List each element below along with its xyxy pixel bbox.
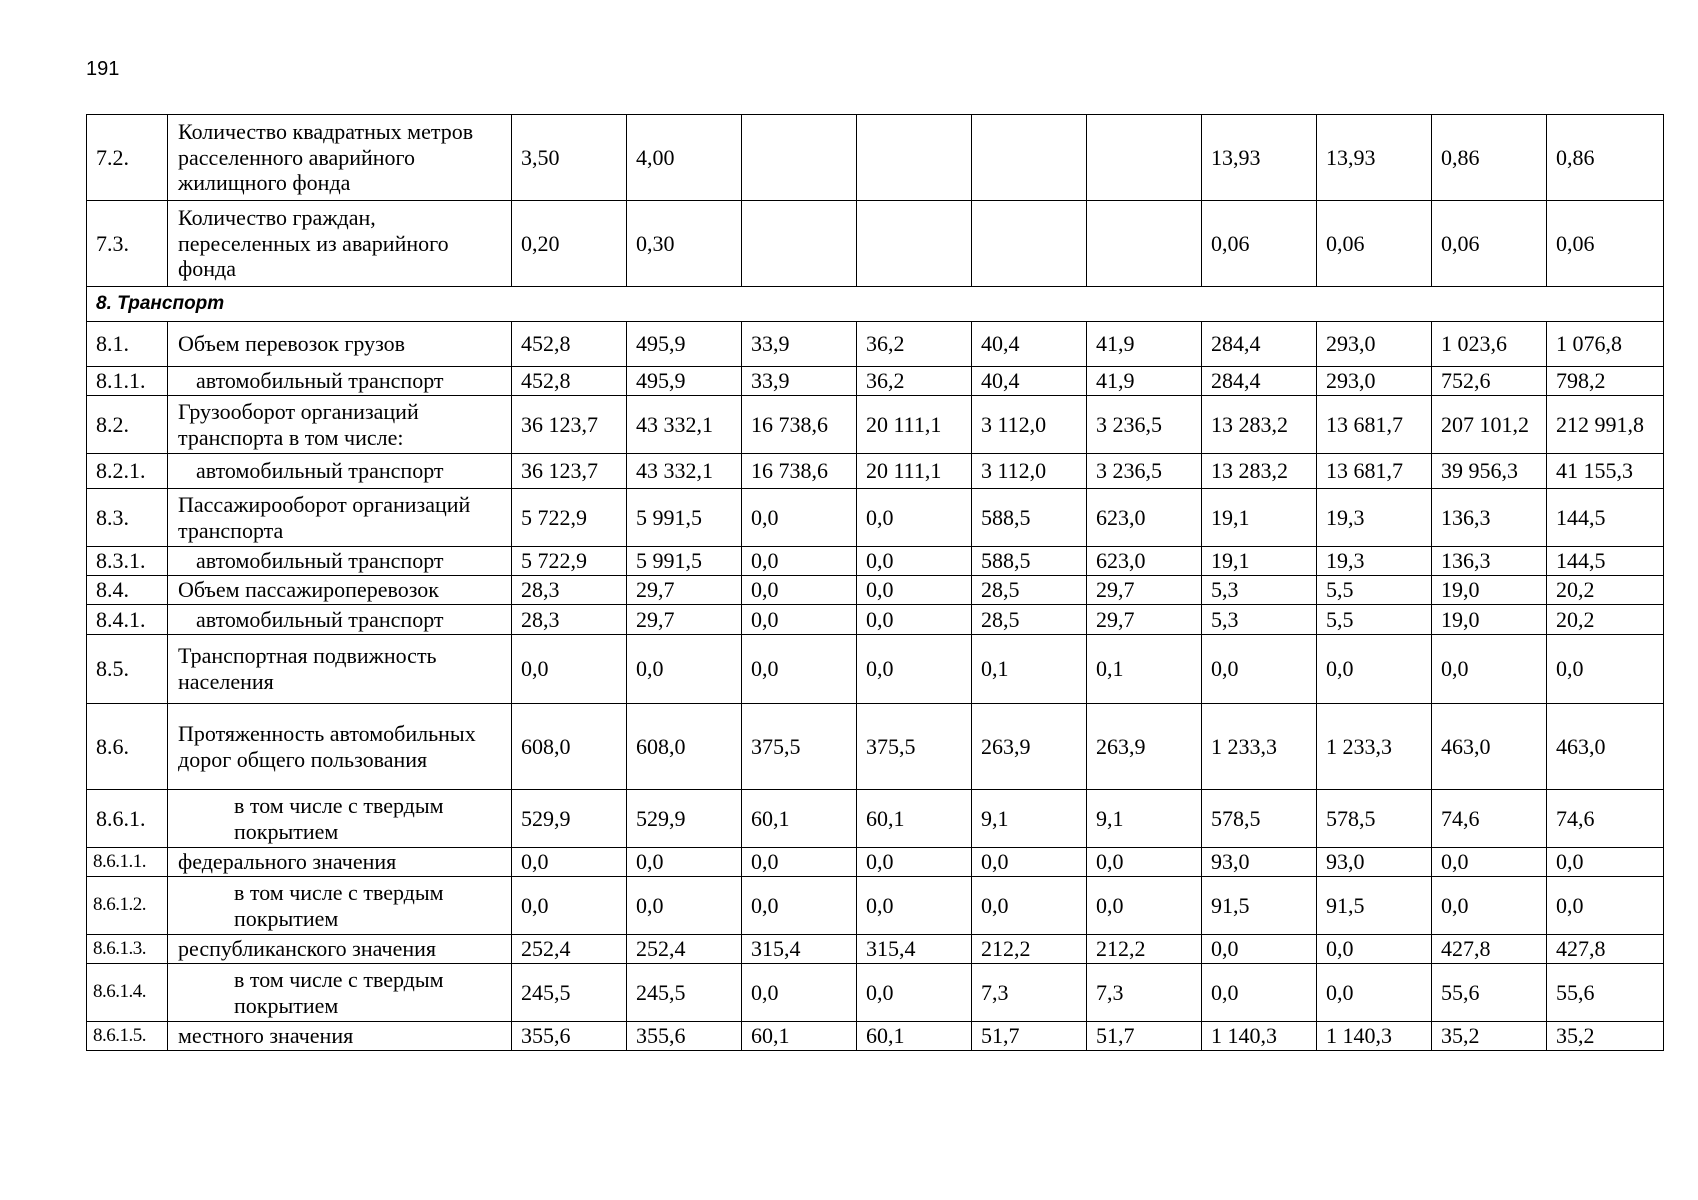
value-cell: 578,5 — [1202, 790, 1317, 848]
value-cell: 55,6 — [1432, 964, 1547, 1022]
value-cell: 60,1 — [857, 1022, 972, 1051]
value-cell: 0,0 — [742, 489, 857, 547]
row-name: в том числе с твердым покрытием — [168, 790, 512, 848]
value-cell: 0,0 — [627, 877, 742, 935]
value-cell: 5 991,5 — [627, 489, 742, 547]
value-cell — [972, 115, 1087, 201]
value-cell: 284,4 — [1202, 367, 1317, 396]
value-cell: 43 332,1 — [627, 454, 742, 489]
value-cell: 36 123,7 — [512, 396, 627, 454]
table-row — [87, 322, 1664, 367]
row-name: Транспортная подвижность населения — [168, 635, 512, 704]
value-cell: 252,4 — [512, 935, 627, 964]
value-cell: 5,3 — [1202, 576, 1317, 605]
value-cell: 16 738,6 — [742, 454, 857, 489]
value-cell: 33,9 — [742, 322, 857, 367]
value-cell: 1 233,3 — [1202, 704, 1317, 790]
value-cell: 0,1 — [1087, 635, 1202, 704]
value-cell: 5 991,5 — [627, 547, 742, 576]
value-cell: 28,3 — [512, 605, 627, 635]
value-cell: 798,2 — [1547, 367, 1664, 396]
table-body — [87, 115, 1664, 1051]
value-cell: 0,0 — [972, 877, 1087, 935]
value-cell: 0,0 — [857, 576, 972, 605]
value-cell: 375,5 — [742, 704, 857, 790]
value-cell — [742, 115, 857, 201]
row-code: 8.6.1.1. — [87, 848, 168, 877]
table-row — [87, 115, 1664, 201]
value-cell: 0,06 — [1432, 201, 1547, 287]
row-name: Количество квадратных метров расселенного аварийного жилищного фонда — [168, 115, 512, 201]
value-cell: 36,2 — [857, 322, 972, 367]
value-cell: 0,0 — [1547, 848, 1664, 877]
value-cell: 91,5 — [1202, 877, 1317, 935]
row-code: 8.3.1. — [87, 547, 168, 576]
value-cell: 495,9 — [627, 322, 742, 367]
value-cell: 0,0 — [972, 848, 1087, 877]
value-cell: 0,0 — [1432, 848, 1547, 877]
value-cell: 0,0 — [1202, 964, 1317, 1022]
value-cell: 0,0 — [512, 848, 627, 877]
value-cell: 495,9 — [627, 367, 742, 396]
value-cell: 355,6 — [627, 1022, 742, 1051]
row-name: федерального значения — [168, 848, 512, 877]
value-cell: 463,0 — [1547, 704, 1664, 790]
value-cell: 529,9 — [512, 790, 627, 848]
row-name: Количество граждан, переселенных из аварийного фонда — [168, 201, 512, 287]
value-cell: 0,0 — [742, 635, 857, 704]
row-name: автомобильный транспорт — [168, 547, 512, 576]
table-row — [87, 201, 1664, 287]
value-cell: 0,0 — [857, 964, 972, 1022]
value-cell: 20 111,1 — [857, 454, 972, 489]
value-cell: 51,7 — [972, 1022, 1087, 1051]
value-cell: 245,5 — [512, 964, 627, 1022]
value-cell: 0,86 — [1432, 115, 1547, 201]
value-cell: 36 123,7 — [512, 454, 627, 489]
table-row — [87, 576, 1664, 605]
value-cell: 623,0 — [1087, 547, 1202, 576]
value-cell: 1 076,8 — [1547, 322, 1664, 367]
value-cell: 3,50 — [512, 115, 627, 201]
row-name: в том числе с твердым покрытием — [168, 964, 512, 1022]
value-cell: 212 991,8 — [1547, 396, 1664, 454]
row-code: 7.2. — [87, 115, 168, 201]
value-cell — [742, 201, 857, 287]
value-cell: 9,1 — [1087, 790, 1202, 848]
value-cell: 1 233,3 — [1317, 704, 1432, 790]
value-cell: 19,1 — [1202, 489, 1317, 547]
row-code: 8.6.1.2. — [87, 877, 168, 935]
row-code: 8.2.1. — [87, 454, 168, 489]
value-cell: 13 283,2 — [1202, 396, 1317, 454]
row-code: 7.3. — [87, 201, 168, 287]
value-cell: 212,2 — [1087, 935, 1202, 964]
value-cell: 0,0 — [1087, 848, 1202, 877]
value-cell: 13,93 — [1317, 115, 1432, 201]
value-cell: 0,0 — [1202, 635, 1317, 704]
value-cell: 55,6 — [1547, 964, 1664, 1022]
value-cell: 0,06 — [1202, 201, 1317, 287]
table-row — [87, 1022, 1664, 1051]
table-row — [87, 454, 1664, 489]
row-name: автомобильный транспорт — [168, 605, 512, 635]
value-cell: 355,6 — [512, 1022, 627, 1051]
value-cell: 74,6 — [1547, 790, 1664, 848]
value-cell: 136,3 — [1432, 489, 1547, 547]
value-cell: 212,2 — [972, 935, 1087, 964]
value-cell: 19,3 — [1317, 547, 1432, 576]
table-row — [87, 635, 1664, 704]
value-cell: 293,0 — [1317, 322, 1432, 367]
value-cell: 0,0 — [742, 877, 857, 935]
row-name: Протяженность автомобильных дорог общего пользования — [168, 704, 512, 790]
value-cell: 51,7 — [1087, 1022, 1202, 1051]
row-code: 8.6.1.3. — [87, 935, 168, 964]
value-cell: 245,5 — [627, 964, 742, 1022]
value-cell: 5 722,9 — [512, 489, 627, 547]
value-cell — [1087, 115, 1202, 201]
value-cell: 28,3 — [512, 576, 627, 605]
value-cell: 0,0 — [742, 576, 857, 605]
value-cell: 41 155,3 — [1547, 454, 1664, 489]
row-code: 8.1. — [87, 322, 168, 367]
value-cell: 144,5 — [1547, 489, 1664, 547]
value-cell: 5,5 — [1317, 576, 1432, 605]
value-cell: 19,3 — [1317, 489, 1432, 547]
row-code: 8.6. — [87, 704, 168, 790]
value-cell: 93,0 — [1317, 848, 1432, 877]
value-cell: 0,0 — [857, 848, 972, 877]
value-cell: 0,30 — [627, 201, 742, 287]
value-cell: 13,93 — [1202, 115, 1317, 201]
value-cell: 5,5 — [1317, 605, 1432, 635]
value-cell: 427,8 — [1432, 935, 1547, 964]
value-cell: 60,1 — [742, 790, 857, 848]
value-cell: 623,0 — [1087, 489, 1202, 547]
row-name: Пассажирооборот организаций транспорта — [168, 489, 512, 547]
value-cell: 144,5 — [1547, 547, 1664, 576]
value-cell: 35,2 — [1432, 1022, 1547, 1051]
value-cell: 452,8 — [512, 367, 627, 396]
value-cell: 7,3 — [972, 964, 1087, 1022]
value-cell: 3 236,5 — [1087, 396, 1202, 454]
value-cell: 7,3 — [1087, 964, 1202, 1022]
value-cell: 263,9 — [972, 704, 1087, 790]
value-cell: 19,1 — [1202, 547, 1317, 576]
value-cell: 0,06 — [1547, 201, 1664, 287]
value-cell: 29,7 — [627, 605, 742, 635]
value-cell: 13 681,7 — [1317, 396, 1432, 454]
table-row — [87, 367, 1664, 396]
value-cell: 0,06 — [1317, 201, 1432, 287]
value-cell: 41,9 — [1087, 322, 1202, 367]
table-row — [87, 964, 1664, 1022]
value-cell: 3 112,0 — [972, 454, 1087, 489]
value-cell: 1 140,3 — [1317, 1022, 1432, 1051]
section-title: 8. Транспорт — [87, 287, 1664, 322]
value-cell: 1 140,3 — [1202, 1022, 1317, 1051]
value-cell: 0,0 — [627, 635, 742, 704]
value-cell: 252,4 — [627, 935, 742, 964]
row-name: республиканского значения — [168, 935, 512, 964]
value-cell — [972, 201, 1087, 287]
value-cell: 0,0 — [1432, 635, 1547, 704]
table-row — [87, 489, 1664, 547]
value-cell: 463,0 — [1432, 704, 1547, 790]
value-cell: 0,0 — [857, 489, 972, 547]
row-code: 8.6.1. — [87, 790, 168, 848]
table-row — [87, 547, 1664, 576]
row-code: 8.2. — [87, 396, 168, 454]
value-cell: 293,0 — [1317, 367, 1432, 396]
value-cell: 13 681,7 — [1317, 454, 1432, 489]
value-cell: 0,0 — [742, 605, 857, 635]
value-cell: 16 738,6 — [742, 396, 857, 454]
value-cell: 40,4 — [972, 367, 1087, 396]
value-cell: 74,6 — [1432, 790, 1547, 848]
value-cell: 0,0 — [1547, 635, 1664, 704]
value-cell: 19,0 — [1432, 605, 1547, 635]
value-cell: 60,1 — [857, 790, 972, 848]
value-cell: 0,0 — [1317, 635, 1432, 704]
value-cell: 588,5 — [972, 547, 1087, 576]
row-name: Грузооборот организаций транспорта в том числе: — [168, 396, 512, 454]
row-code: 8.1.1. — [87, 367, 168, 396]
value-cell: 13 283,2 — [1202, 454, 1317, 489]
value-cell: 20,2 — [1547, 605, 1664, 635]
value-cell: 529,9 — [627, 790, 742, 848]
value-cell: 20,2 — [1547, 576, 1664, 605]
value-cell: 1 023,6 — [1432, 322, 1547, 367]
value-cell: 0,0 — [742, 964, 857, 1022]
indicators-table — [86, 114, 1664, 1051]
value-cell: 0,0 — [1432, 877, 1547, 935]
value-cell: 5 722,9 — [512, 547, 627, 576]
table-row — [87, 396, 1664, 454]
value-cell: 0,0 — [857, 635, 972, 704]
value-cell: 452,8 — [512, 322, 627, 367]
page-number: 191 — [86, 58, 120, 80]
section-row — [87, 287, 1664, 322]
value-cell: 0,0 — [1087, 877, 1202, 935]
value-cell: 0,1 — [972, 635, 1087, 704]
value-cell: 40,4 — [972, 322, 1087, 367]
value-cell: 28,5 — [972, 576, 1087, 605]
table-row — [87, 704, 1664, 790]
value-cell: 19,0 — [1432, 576, 1547, 605]
value-cell: 0,0 — [857, 877, 972, 935]
value-cell: 41,9 — [1087, 367, 1202, 396]
value-cell — [857, 115, 972, 201]
value-cell: 9,1 — [972, 790, 1087, 848]
value-cell: 4,00 — [627, 115, 742, 201]
value-cell: 3 236,5 — [1087, 454, 1202, 489]
row-name: автомобильный транспорт — [168, 367, 512, 396]
value-cell: 43 332,1 — [627, 396, 742, 454]
value-cell: 29,7 — [627, 576, 742, 605]
value-cell: 91,5 — [1317, 877, 1432, 935]
value-cell: 136,3 — [1432, 547, 1547, 576]
row-code: 8.6.1.5. — [87, 1022, 168, 1051]
value-cell: 0,20 — [512, 201, 627, 287]
value-cell: 93,0 — [1202, 848, 1317, 877]
value-cell: 0,0 — [627, 848, 742, 877]
value-cell: 0,0 — [512, 635, 627, 704]
value-cell: 0,0 — [857, 547, 972, 576]
value-cell: 20 111,1 — [857, 396, 972, 454]
value-cell: 60,1 — [742, 1022, 857, 1051]
value-cell: 578,5 — [1317, 790, 1432, 848]
value-cell: 315,4 — [742, 935, 857, 964]
row-name: автомобильный транспорт — [168, 454, 512, 489]
value-cell: 29,7 — [1087, 576, 1202, 605]
value-cell: 5,3 — [1202, 605, 1317, 635]
value-cell: 0,0 — [1547, 877, 1664, 935]
value-cell: 207 101,2 — [1432, 396, 1547, 454]
row-name: Объем перевозок грузов — [168, 322, 512, 367]
value-cell: 0,0 — [857, 605, 972, 635]
value-cell: 0,0 — [1317, 935, 1432, 964]
value-cell — [1087, 201, 1202, 287]
value-cell: 608,0 — [512, 704, 627, 790]
value-cell: 608,0 — [627, 704, 742, 790]
row-code: 8.4.1. — [87, 605, 168, 635]
value-cell: 427,8 — [1547, 935, 1664, 964]
value-cell: 0,0 — [1202, 935, 1317, 964]
value-cell: 3 112,0 — [972, 396, 1087, 454]
value-cell: 35,2 — [1547, 1022, 1664, 1051]
value-cell: 375,5 — [857, 704, 972, 790]
table-row — [87, 848, 1664, 877]
table-row — [87, 605, 1664, 635]
value-cell: 0,86 — [1547, 115, 1664, 201]
value-cell: 284,4 — [1202, 322, 1317, 367]
value-cell: 33,9 — [742, 367, 857, 396]
value-cell: 0,0 — [512, 877, 627, 935]
table-row — [87, 877, 1664, 935]
value-cell: 36,2 — [857, 367, 972, 396]
row-name: местного значения — [168, 1022, 512, 1051]
value-cell: 315,4 — [857, 935, 972, 964]
value-cell: 39 956,3 — [1432, 454, 1547, 489]
table-row — [87, 790, 1664, 848]
value-cell: 0,0 — [742, 848, 857, 877]
value-cell: 588,5 — [972, 489, 1087, 547]
row-code: 8.3. — [87, 489, 168, 547]
value-cell — [857, 201, 972, 287]
row-code: 8.6.1.4. — [87, 964, 168, 1022]
value-cell: 0,0 — [1317, 964, 1432, 1022]
row-name: Объем пассажироперевозок — [168, 576, 512, 605]
row-code: 8.4. — [87, 576, 168, 605]
value-cell: 0,0 — [742, 547, 857, 576]
row-code: 8.5. — [87, 635, 168, 704]
value-cell: 28,5 — [972, 605, 1087, 635]
value-cell: 29,7 — [1087, 605, 1202, 635]
value-cell: 752,6 — [1432, 367, 1547, 396]
value-cell: 263,9 — [1087, 704, 1202, 790]
row-name: в том числе с твердым покрытием — [168, 877, 512, 935]
table-row — [87, 935, 1664, 964]
